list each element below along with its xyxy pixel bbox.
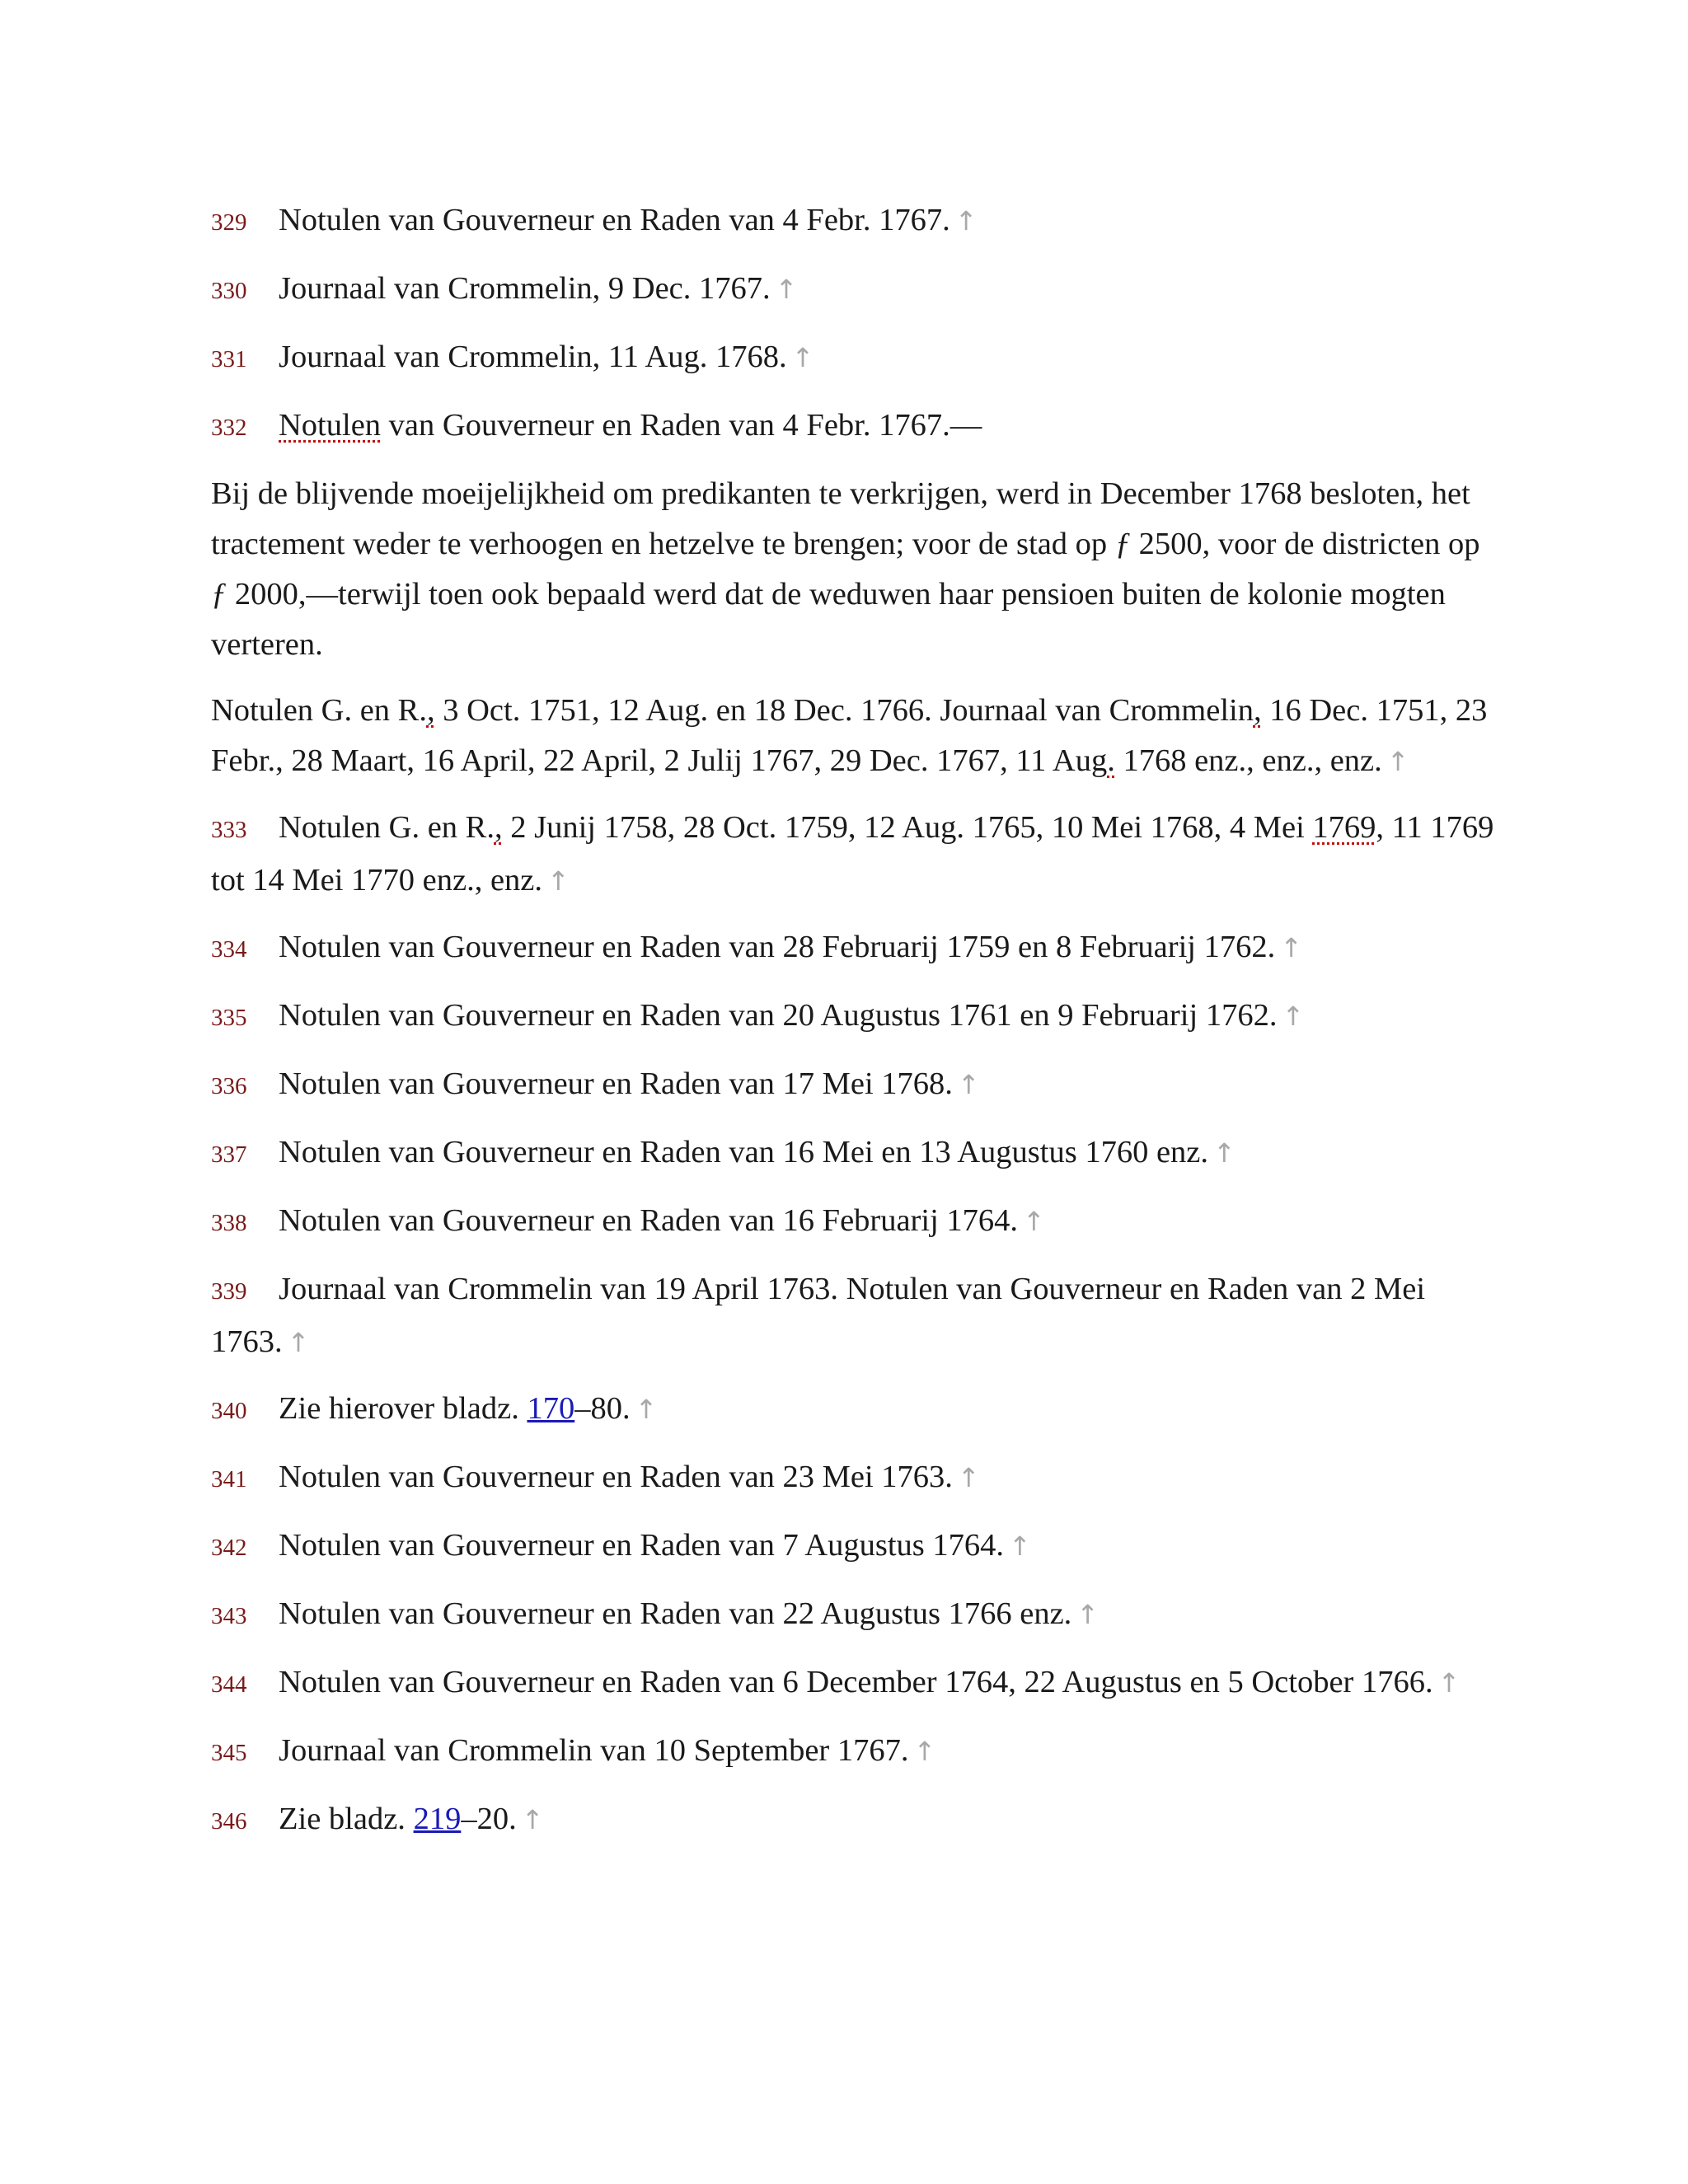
footnote-number[interactable]: 332 xyxy=(211,415,247,441)
footnote-number[interactable]: 341 xyxy=(211,1466,247,1493)
footnote-336 xyxy=(211,1059,1497,1112)
back-arrow-icon[interactable]: ↑ xyxy=(791,342,814,373)
footnote-344 xyxy=(211,1657,1497,1710)
footnote-335 xyxy=(211,991,1497,1043)
footnote-text: Notulen van Gouverneur en Raden van 6 December 1764, 22 Augustus en 5 October 1766. xyxy=(279,1665,1433,1699)
spelling-flag: Notulen xyxy=(279,408,382,443)
back-arrow-icon[interactable]: ↑ xyxy=(1009,1530,1031,1562)
paragraph-text: 16 Dec. 1751, 23 Febr., 28 Maart, 16 April, 22 April, 2 Julij 1767, 29 Dec. 1767, 11 Aug xyxy=(211,693,1488,778)
paragraph-text: 2000,—terwijl toen ook bepaald werd dat de weduwen haar pensioen buiten de kolonie mogten verteren. xyxy=(211,577,1446,662)
florin-sign: ƒ xyxy=(211,577,227,612)
footnote-number[interactable]: 330 xyxy=(211,278,247,304)
footnote-number[interactable]: 336 xyxy=(211,1073,247,1099)
footnote-text: Notulen van Gouverneur en Raden van 20 Augustus 1761 en 9 Februarij 1762. xyxy=(279,998,1278,1033)
back-arrow-icon[interactable]: ↑ xyxy=(1437,1667,1461,1699)
footnotes-page xyxy=(211,195,1497,1863)
footnote-number[interactable]: 334 xyxy=(211,936,247,963)
footnote-342 xyxy=(211,1521,1497,1573)
footnote-text: Zie bladz. xyxy=(279,1802,414,1836)
footnote-text: Notulen van Gouverneur en Raden van 17 Mei 1768. xyxy=(279,1066,953,1101)
footnote-343 xyxy=(211,1589,1497,1642)
back-arrow-icon[interactable]: ↑ xyxy=(1076,1599,1100,1630)
paragraph-text: Bij de blijvende moeijelijkheid om predikanten te verkrijgen, werd in December 1768 besloten, het tractement weder te verhoogen en hetzelve te brengen; voor de stad op xyxy=(211,476,1470,561)
footnote-text: Notulen G. en R. xyxy=(279,810,495,845)
footnote-341 xyxy=(211,1452,1497,1505)
footnote-332 xyxy=(211,401,1497,453)
footnote-text: 2 Junij 1758, 28 Oct. 1759, 12 Aug. 1765, 10 Mei 1768, 4 Mei xyxy=(502,810,1313,845)
back-arrow-icon[interactable]: ↑ xyxy=(521,1804,544,1835)
footnote-329 xyxy=(211,195,1497,248)
back-arrow-icon[interactable]: ↑ xyxy=(954,205,978,237)
footnote-332-paragraph-1 xyxy=(211,469,1497,670)
spelling-flag: 1769 xyxy=(1312,810,1376,845)
footnote-number[interactable]: 331 xyxy=(211,346,247,373)
footnote-text: Notulen van Gouverneur en Raden van 16 Februarij 1764. xyxy=(279,1203,1019,1238)
back-arrow-icon[interactable]: ↑ xyxy=(287,1327,310,1358)
footnote-332-paragraph-2 xyxy=(211,686,1497,787)
florin-sign: ƒ xyxy=(1114,527,1132,561)
footnote-text: Journaal van Crommelin van 19 April 1763. Notulen van Gouverneur en Raden van 2 Mei 1763. xyxy=(211,1272,1426,1359)
footnote-number[interactable]: 335 xyxy=(211,1005,247,1031)
footnote-334 xyxy=(211,922,1497,975)
footnote-number[interactable]: 339 xyxy=(211,1278,247,1305)
footnote-text: Journaal van Crommelin, 9 Dec. 1767. xyxy=(279,271,771,306)
footnote-text: Notulen van Gouverneur en Raden van 4 Febr. 1767. xyxy=(279,203,950,237)
back-arrow-icon[interactable]: ↑ xyxy=(913,1736,936,1767)
footnote-text: Notulen van Gouverneur en Raden van 7 Augustus 1764. xyxy=(279,1528,1004,1563)
footnote-number[interactable]: 344 xyxy=(211,1671,247,1698)
footnote-text: van Gouverneur en Raden van 4 Febr. 1767.— xyxy=(381,408,982,443)
footnote-number[interactable]: 346 xyxy=(211,1808,247,1835)
footnote-331 xyxy=(211,332,1497,385)
paragraph-text: Notulen G. en R. xyxy=(211,693,427,728)
footnote-text: Notulen van Gouverneur en Raden van 23 Mei 1763. xyxy=(279,1460,953,1494)
footnote-text: Notulen van Gouverneur en Raden van 22 Augustus 1766 enz. xyxy=(279,1596,1072,1631)
footnote-number[interactable]: 337 xyxy=(211,1141,247,1168)
footnote-number[interactable]: 333 xyxy=(211,817,247,843)
footnote-number[interactable]: 329 xyxy=(211,209,247,236)
footnote-333 xyxy=(211,803,1497,907)
back-arrow-icon[interactable]: ↑ xyxy=(547,865,570,897)
footnote-number[interactable]: 342 xyxy=(211,1535,247,1561)
footnote-text: Notulen van Gouverneur en Raden van 28 Februarij 1759 en 8 Februarij 1762. xyxy=(279,930,1276,964)
footnote-text: Journaal van Crommelin, 11 Aug. 1768. xyxy=(279,340,787,374)
spelling-flag: , xyxy=(1253,693,1262,728)
footnote-number[interactable]: 343 xyxy=(211,1603,247,1629)
footnote-text: –20. xyxy=(461,1802,517,1836)
footnote-number[interactable]: 340 xyxy=(211,1398,247,1424)
footnote-345 xyxy=(211,1726,1497,1779)
footnote-346 xyxy=(211,1794,1497,1847)
footnote-text: Zie hierover bladz. xyxy=(279,1391,528,1426)
footnote-338 xyxy=(211,1196,1497,1249)
footnote-330 xyxy=(211,264,1497,316)
page-link[interactable]: 219 xyxy=(413,1802,462,1836)
spelling-flag: , xyxy=(494,810,503,845)
footnote-340 xyxy=(211,1384,1497,1436)
back-arrow-icon[interactable]: ↑ xyxy=(957,1462,980,1493)
back-arrow-icon[interactable]: ↑ xyxy=(1282,1001,1305,1032)
footnote-text: –80. xyxy=(574,1391,631,1426)
spelling-flag: , xyxy=(426,693,435,728)
back-arrow-icon[interactable]: ↑ xyxy=(1386,746,1409,777)
back-arrow-icon[interactable]: ↑ xyxy=(1023,1206,1045,1237)
footnote-text: Journaal van Crommelin van 10 September 1767. xyxy=(279,1733,909,1768)
footnote-339 xyxy=(211,1264,1497,1368)
footnote-text: Notulen van Gouverneur en Raden van 16 Mei en 13 Augustus 1760 enz. xyxy=(279,1135,1209,1169)
footnote-337 xyxy=(211,1127,1497,1180)
back-arrow-icon[interactable]: ↑ xyxy=(957,1069,980,1100)
back-arrow-icon[interactable]: ↑ xyxy=(635,1394,658,1425)
spelling-flag: . xyxy=(1107,743,1115,778)
paragraph-text: 3 Oct. 1751, 12 Aug. en 18 Dec. 1766. Journaal van Crommelin xyxy=(434,693,1254,728)
footnote-text: , 11 1769 tot 14 Mei 1770 enz., enz. xyxy=(211,810,1494,898)
footnote-number[interactable]: 345 xyxy=(211,1740,247,1766)
paragraph-text: 1768 enz., enz., enz. xyxy=(1114,743,1382,778)
footnote-number[interactable]: 338 xyxy=(211,1210,247,1236)
back-arrow-icon[interactable]: ↑ xyxy=(1280,932,1303,963)
paragraph-text: 2500, voor de districten op xyxy=(1131,527,1480,561)
back-arrow-icon[interactable]: ↑ xyxy=(775,274,798,305)
page-link[interactable]: 170 xyxy=(527,1391,575,1426)
back-arrow-icon[interactable]: ↑ xyxy=(1213,1137,1236,1169)
